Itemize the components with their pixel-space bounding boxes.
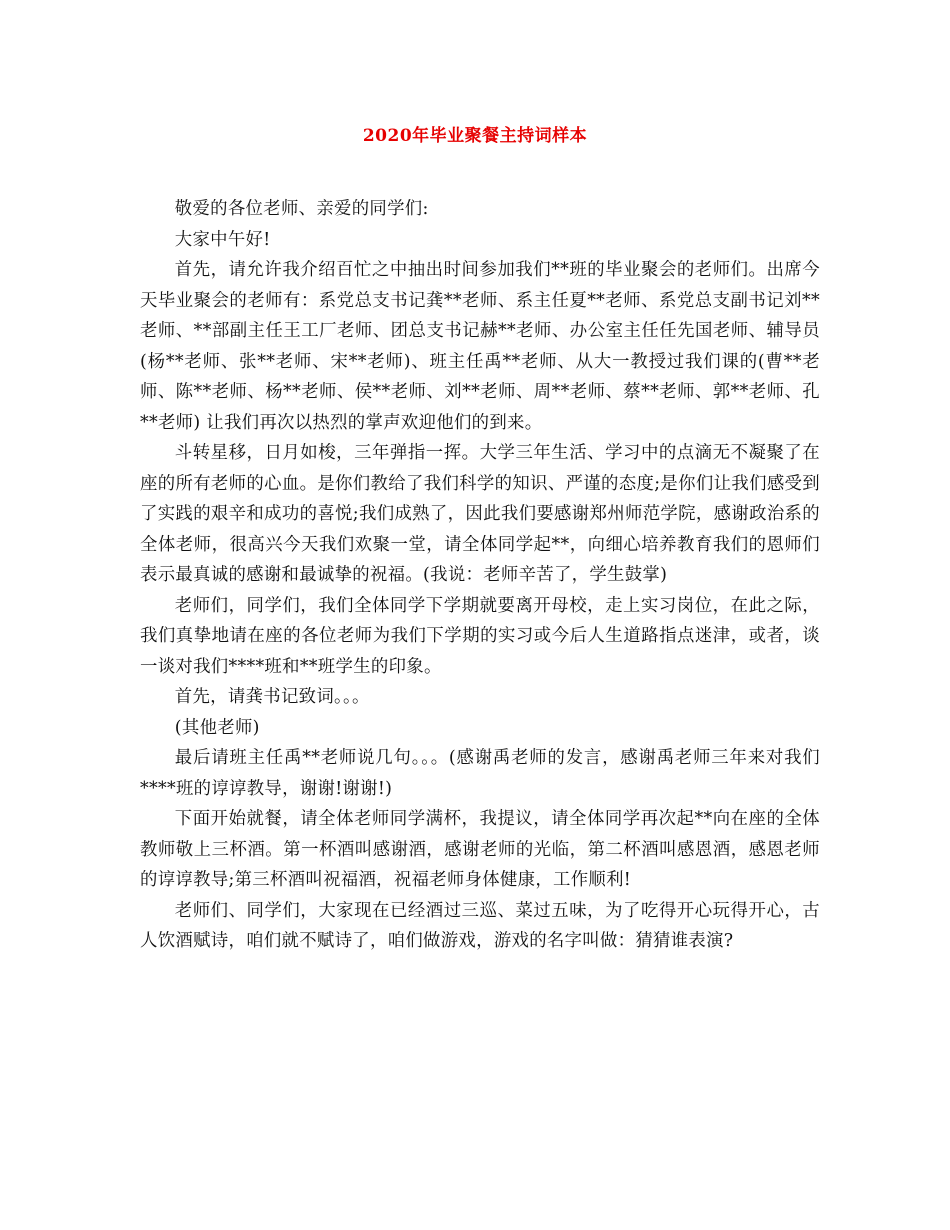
paragraph-good-noon: 大家中午好!: [174, 229, 271, 250]
paragraph-gratitude: 斗转星移，日月如梭，三年弹指一挥。大学三年生活、学习中的点滴无不凝聚了在座的所有老师的心血。是你们教给了我们科学的知识、严谨的态度;是你们让我们感受到了实践的艰辛和成功的喜悦;我们成熟了，因此我们要感谢郑州师范学院，感谢政治系的全体老师，很高兴今天我们欢聚一堂，请全体同学起**，向细心培养教育我们的恩师们表示最真诚的感谢和最诚挚的祝福。(我说：老师辛苦了，学生鼓掌): [140, 443, 820, 585]
paragraph-greeting: 敬爱的各位老师、亲爱的同学们:: [174, 199, 429, 219]
paragraph-game: 老师们、同学们，大家现在已经酒过三巡、菜过五味，为了吃得开心玩得开心，古人饮酒赋诗，咱们就不赋诗了，咱们做游戏，游戏的名字叫做：猜猜谁表演?: [140, 900, 820, 951]
paragraph-other-teachers: (其他老师): [174, 717, 260, 738]
paragraph-head-teacher: 最后请班主任禹**老师说几句。。。(感谢禹老师的发言，感谢禹老师三年来对我们****班的谆谆教导，谢谢!谢谢!): [140, 748, 820, 799]
document-body: [140, 194, 820, 957]
document-title: 2020年毕业聚餐主持词样本: [362, 126, 588, 146]
paragraph-invitation: 老师们，同学们，我们全体同学下学期就要离开母校，走上实习岗位，在此之际，我们真挚地请在座的各位老师为我们下学期的实习或今后人生道路指点迷津，或者，谈一谈对我们****班和**班学生的印象。: [140, 595, 820, 677]
paragraph-teacher-introduction: 首先，请允许我介绍百忙之中抽出时间参加我们**班的毕业聚会的老师们。出席今天毕业聚会的老师有：系党总支书记龚**老师、系主任夏**老师、系党总支副书记刘**老师、**部副主任王工厂老师、团总支书记赫**老师、办公室主任任先国老师、辅导员(杨**老师、张**老师、宋**老师)、班主任禹**老师、从大一教授过我们课的(曹**老师、陈**老师、杨**老师、侯**老师、刘**老师、周**老师、蔡**老师、郭**老师、孔**老师) 让我们再次以热烈的掌声欢迎他们的到来。: [140, 260, 820, 433]
paragraph-secretary-speech: 首先，请龚书记致词。。。: [174, 687, 370, 707]
paragraph-toast: 下面开始就餐，请全体老师同学满杯，我提议，请全体同学再次起**向在座的全体教师敬上三杯酒。第一杯酒叫感谢酒，感谢老师的光临，第二杯酒叫感恩酒，感恩老师的谆谆教导;第三杯酒叫祝福酒，祝福老师身体健康，工作顺利!: [140, 809, 820, 890]
